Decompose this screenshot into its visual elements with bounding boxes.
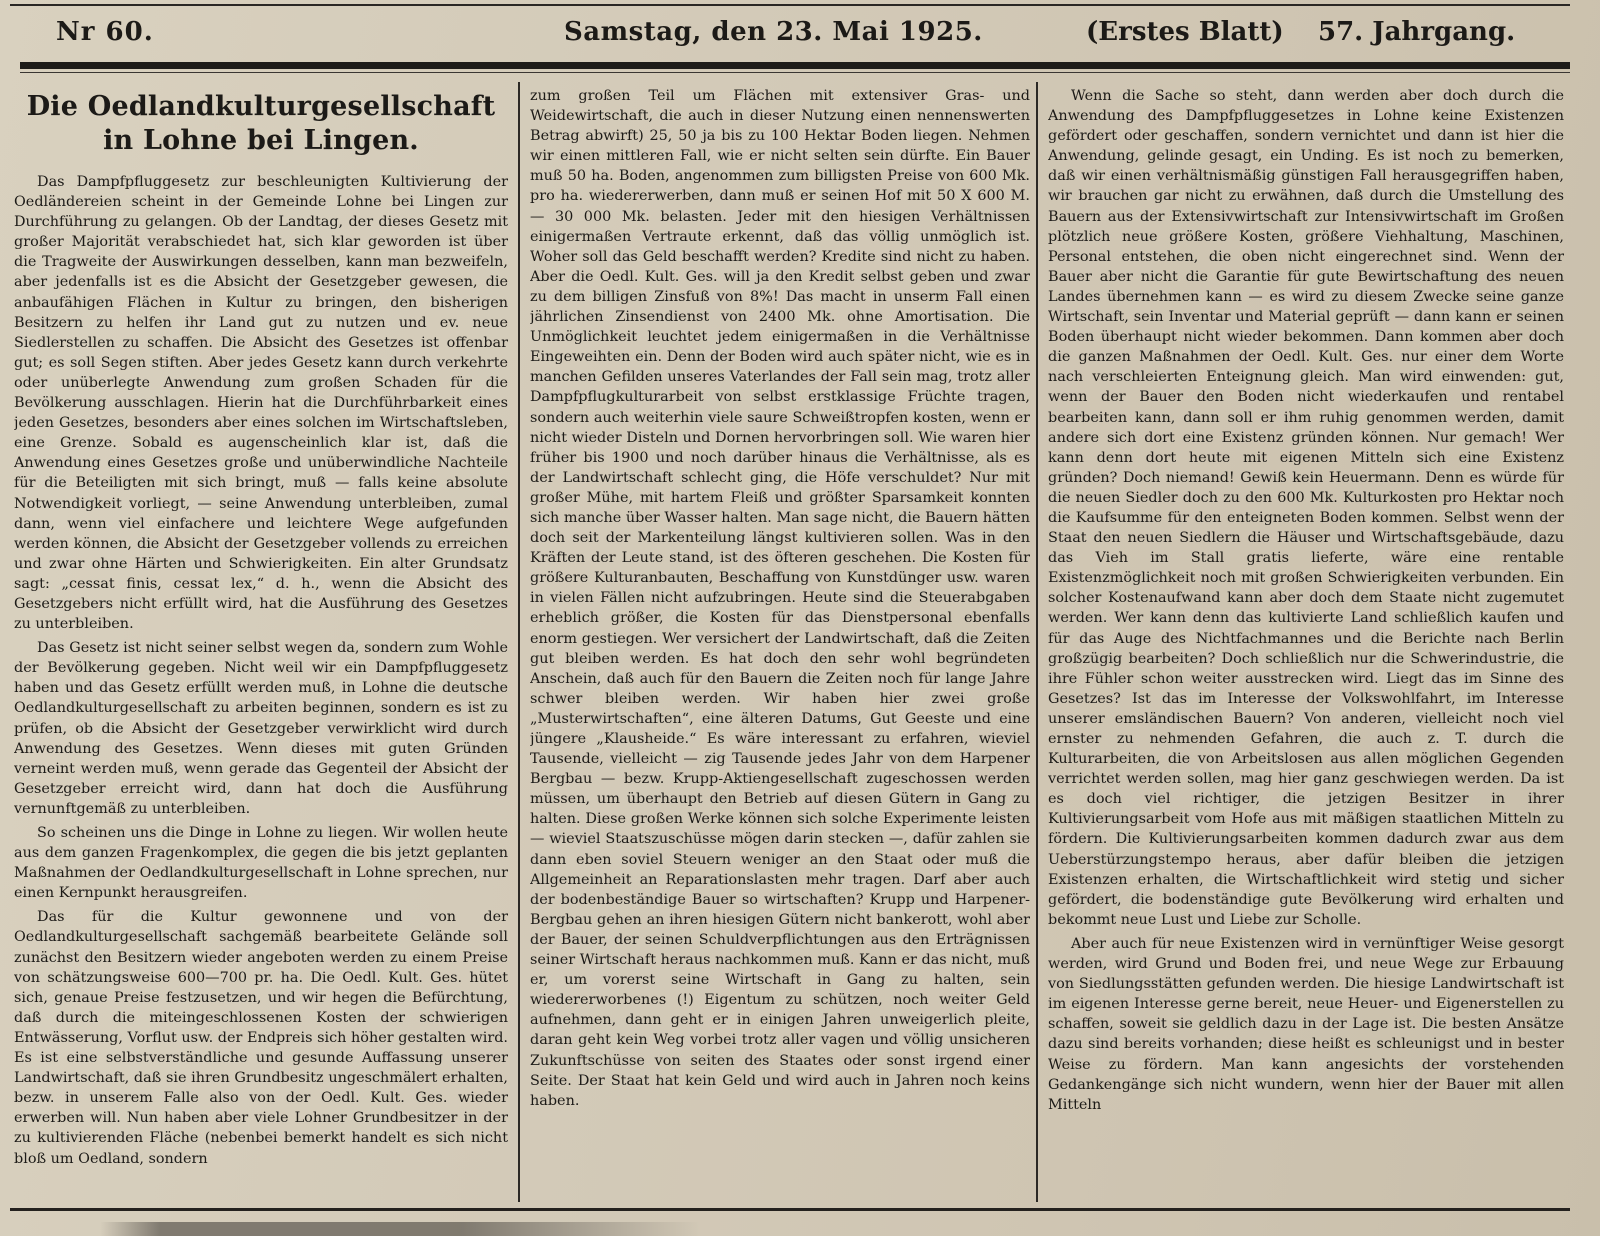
masthead-rule-thin <box>20 72 1570 73</box>
masthead-rule-thick <box>20 62 1570 69</box>
top-border-rule <box>10 4 1570 6</box>
article-headline: Die Oedlandkulturgesellschaft in Lohne bei Lingen. <box>26 91 496 156</box>
column-divider <box>1036 82 1038 1202</box>
column-divider <box>518 82 520 1202</box>
paragraph: Das für die Kultur gewonnene und von der Oedlandkulturgesellschaft sachgemäß bearbeitete Gelände soll zunächst den Besitzern wieder angeboten werden zu einem Preise von schätzungsweise 600—700 pr. ha. Die Oedl. Kult. Ges. hütet sich, genaue Preise festzusetzen, und wir hegen die Befürchtung, daß durch die miteingeschlossenen Kosten der schwierigen Entwässerung, Vorflut usw. der Endpreis sich höher gestalten wird. Es ist eine selbstverständliche und gesunde Auffassung unserer Landwirtschaft, daß sie ihren Grundbesitz ungeschmälert erhalten, bezw. in unserem Falle also von der Oedl. Kult. Ges. wieder erwerben will. Nun haben aber viele Lohner Grundbesitzer in der zu kultivierenden Fläche (nebenbei bemerkt handelt es sich nicht bloß um Oedland, sondern <box>14 909 508 1167</box>
article-column-2 <box>530 86 1030 1206</box>
paragraph: zum großen Teil um Flächen mit extensiver Gras- und Weidewirtschaft, die auch in dieser Nutzung einen nennenswerten Betrag abwirft) 25, 50 ja bis zu 100 Hektar Boden liegen. Nehmen wir einen mittleren Fall, wie er nicht selten sein dürfte. Ein Bauer muß 50 ha. Boden, angenommen zum billigsten Preise von 600 Mk. pro ha. wiedererwerben, dann muß er seinen Hof mit 50 X 600 M. — 30 000 Mk. belasten. Jeder mit den hiesigen Verhältnissen einigermaßen Vertraute erkennt, daß das völlig unmöglich ist. Woher soll das Geld beschafft werden? Kredite sind nicht zu haben. Aber die Oedl. Kult. Ges. will ja den Kredit selbst geben und zwar zu dem billigen Zinsfuß von 8%! Das macht in unserm Fall einen jährlichen Zinsendienst von 2400 Mk. ohne Amortisation. Die Unmöglichkeit leuchtet jedem einigermaßen in die Verhältnisse Eingeweihten ein. Denn der Boden wird auch später nicht, wie es in manchen Gefilden unseres Vaterlandes der Fall sein mag, trotz aller Dampfpflugkulturarbeit von selbst erstklassige Früchte tragen, sondern auch weiterhin viele saure Schweißtropfen kosten, wenn er nicht wieder Disteln und Dornen hervorbringen soll. Wie waren hier früher bis 1900 und noch darüber hinaus die Verhältnisse, als es der Landwirtschaft schlecht ging, die Höfe verschuldet? Nur mit großer Mühe, mit hartem Fleiß und größter Sparsamkeit konnten sich manche über Wasser halten. Man sage nicht, die Bauern hätten doch seit der Markenteilung längst kultivieren sollen. Was in den Kräften der Leute stand, ist des öfteren geschehen. Die Kosten für größere Kulturanbauten, Beschaffung von Kunstdünger usw. waren in vielen Fällen nicht aufzubringen. Heute sind die Steuerabgaben erheblich größer, die Kosten für das Dienstpersonal ebenfalls enorm gestiegen. Wer versichert der Landwirtschaft, daß die Zeiten gut bleiben werden. Es hat doch den sehr wohl begründeten Anschein, daß auch für den Bauern die Zeiten noch für lange Jahre schwer bleiben werden. Wir haben hier zwei große „Musterwirtschaften“, eine älteren Datums, Gut Geeste und eine jüngere „Klausheide.“ Es wäre interessant zu erfahren, wieviel Tausende, vielleicht — zig Tausende jedes Jahr von dem Harpener Bergbau — bezw. Krupp-Aktiengesellschaft zugeschossen werden müssen, um überhaupt den Betrieb auf diesen Gütern in Gang zu halten. Diese großen Werke können sich solche Experimente leisten — wieviel Staatszuschüsse mögen darin stecken —, dafür zahlen sie dann eben soviel Steuern weniger an den Staat oder muß die Allgemeinheit an Reparationslasten mehr tragen. Darf aber auch der bodenbeständige Bauer so wirtschaften? Krupp und Harpener-Bergbau gehen an ihren hiesigen Gütern nicht bankerott, wohl aber der Bauer, der seinen Schuldverpflichtungen aus den Erträgnissen seiner Wirtschaft heraus nachkommen muß. Kann er das nicht, muß er, um vorerst seine Wirtschaft in Gang zu halten, sein wiedererworbenes (!) Eigentum zu schützen, noch weiter Geld aufnehmen, dann geht er in einigen Jahren unweigerlich pleite, daran geht kein Weg vorbei trotz aller vagen und völlig unsicheren Zukunftschüsse von seiten des Staates oder sonst irgend einer Seite. Der Staat hat kein Geld und wird auch in Jahren noch keins haben. <box>530 88 1030 1109</box>
article-column-3 <box>1048 86 1564 1206</box>
article-column-1 <box>14 86 508 1206</box>
next-headline-fragment <box>100 1222 700 1236</box>
bottom-rule <box>10 1208 1570 1211</box>
masthead <box>40 12 1560 52</box>
paragraph: Aber auch für neue Existenzen wird in vernünftiger Weise gesorgt werden, wird Grund und Boden frei, und neue Wege zur Erbauung von Siedlungsstätten gefunden werden. Die hiesige Landwirtschaft ist im eigenen Interesse gerne bereit, neue Heuer- und Eigenerstellen zu schaffen, soweit sie geldlich dazu in der Lage ist. Die besten Ansätze dazu sind bereits vorhanden; diese heißt es schleunigst und in bester Weise zu fördern. Man kann angesichts der vorstehenden Gedankengänge sich nicht wundern, wenn hier der Bauer mit allen Mitteln <box>1048 935 1564 1113</box>
volume-label: 57. Jahrgang. <box>1318 17 1516 47</box>
sheet-label: (Erstes Blatt) <box>1086 17 1284 47</box>
issue-number: Nr 60. <box>56 17 154 47</box>
paragraph: Das Gesetz ist nicht seiner selbst wegen da, sondern zum Wohle der Bevölkerung gegeben. Nicht weil wir ein Dampfpfluggesetz haben und das Gesetz erfüllt werden muß, in Lohne die deutsche Oedlandkulturgesellschaft zu arbeiten beginnen, sondern es ist zu prüfen, ob die Absicht der Gesetzgeber verwirklicht wird durch Anwendung des Gesetzes. Wenn dieses mit guten Gründen verneint werden muß, wenn gerade das Gegenteil der Absicht der Gesetzgeber erreicht wird, dann hat doch die Ausführung vernunftgemäß zu unterbleiben. <box>14 640 508 817</box>
paragraph: So scheinen uns die Dinge in Lohne zu liegen. Wir wollen heute aus dem ganzen Fragenkomplex, die gegen die bis jetzt geplanten Maßnahmen der Oedlandkulturgesellschaft in Lohne sprechen, nur einen Kernpunkt herausgreifen. <box>14 825 508 902</box>
paragraph: Das Dampfpfluggesetz zur beschleunigten Kultivierung der Oedländereien scheint in der Gemeinde Lohne bei Lingen zur Durchführung zu gelangen. Ob der Landtag, der dieses Gesetz mit großer Majorität verabschiedet hat, sich klar geworden ist über die Tragweite der Auswirkungen desselben, kann man bezweifeln, aber jedenfalls ist es die Absicht der Gesetzgeber gewesen, die anbaufähigen Flächen in Kultur zu bringen, den bisherigen Besitzern zu helfen ihr Land gut zu nutzen und ev. neue Siedlerstellen zu schaffen. Die Absicht des Gesetzes ist offenbar gut; es soll Segen stiften. Aber jedes Gesetz kann durch verkehrte oder unüberlegte Anwendung zum großen Schaden für die Bevölkerung ausschlagen. Hierin hat die Durchführbarkeit eines jeden Gesetzes, besonders aber eines solchen im Wirtschaftsleben, eine Grenze. Sobald es augenscheinlich klar ist, daß die Anwendung eines Gesetzes große und unüberwindliche Nachteile für die Beteiligten mit sich bringt, muß — falls keine absolute Notwendigkeit vorliegt, — seine Anwendung unterbleiben, zumal dann, wenn viel einfachere und leichtere Wege aufgefunden werden können, die Absicht der Gesetzgeber vollends zu erreichen und zwar ohne Härten und Schwierigkeiten. Ein alter Grundsatz sagt: „cessat finis, cessat lex,“ d. h., wenn die Absicht des Gesetzgebers nicht erfüllt wird, hat die Ausführung des Gesetzes zu unterbleiben. <box>14 174 508 633</box>
paragraph: Wenn die Sache so steht, dann werden aber doch durch die Anwendung des Dampfpfluggesetzes in Lohne keine Existenzen gefördert oder geschaffen, sondern vernichtet und dann ist hier die Anwendung, gelinde gesagt, ein Unding. Es ist noch zu bemerken, daß wir einen verhältnismäßig günstigen Fall herausgegriffen haben, wir brauchen gar nicht zu erwähnen, daß durch die Umstellung des Bauern aus der Extensivwirtschaft zur Intensivwirtschaft im Großen plötzlich neue größere Kosten, größere Viehhaltung, Maschinen, Personal entstehen, die oben nicht eingerechnet sind. Wenn der Bauer aber nicht die Garantie für gute Bewirtschaftung des neuen Landes übernehmen kann — es wird zu diesem Zwecke seine ganze Wirtschaft, sein Inventar und Material geprüft — dann kann er seinen Boden überhaupt nicht wieder bekommen. Dann kommen aber doch die ganzen Maßnahmen der Oedl. Kult. Ges. nur einer dem Worte nach verschleierten Enteignung gleich. Man wird einwenden: gut, wenn der Bauer den Boden nicht wiederkaufen und rentabel bearbeiten kann, dann soll er ihm ruhig genommen werden, damit andere sich dort eine Existenz gründen können. Nur gemach! Wer kann denn dort heute mit eigenen Mitteln sich eine Existenz gründen? Doch niemand! Gewiß kein Heuermann. Denn es würde für die neuen Siedler doch zu den 600 Mk. Kulturkosten pro Hektar noch die Kaufsumme für den enteigneten Boden kommen. Selbst wenn der Staat den neuen Siedlern die Häuser und Wirtschaftsgebäude, dazu das Vieh im Stall gratis lieferte, wäre eine rentable Existenzmöglichkeit noch mit großen Schwierigkeiten verbunden. Ein solcher Kostenaufwand kann aber doch dem Staate nicht zugemutet werden. Wer kann denn das kultivierte Land schließlich kaufen und für das Auge des Nichtfachmannes und die Berichte nach Berlin großzügig bearbeiten? Doch schließlich nur die Schwerindustrie, die ihre Fühler schon weiter ausstrecken wird. Liegt das im Sinne des Gesetzes? Ist das im Interesse der Volkswohlfahrt, im Interesse unserer emsländischen Bauern? Von anderen, vielleicht noch viel ernster zu nehmenden Gefahren, die auch z. T. durch die Kulturarbeiten, die von Arbeitslosen aus allen möglichen Gegenden verrichtet werden sollen, mag hier ganz geschwiegen werden. Da ist es doch viel richtiger, die jetzigen Besitzer in ihrer Kultivierungsarbeit vom Hofe aus mit mäßigen staatlichen Mitteln zu fördern. Die Kultivierungsarbeiten kommen dadurch zwar aus dem Ueberstürzungstempo heraus, aber dafür bleiben die jetzigen Existenzen erhalten, die Wirtschaftlichkeit wird stetig und sicher gefördert, die bodenständige gute Bevölkerung wird erhalten und bekommt neue Lust und Liebe zur Scholle. <box>1048 88 1564 928</box>
issue-date: Samstag, den 23. Mai 1925. <box>564 17 983 47</box>
